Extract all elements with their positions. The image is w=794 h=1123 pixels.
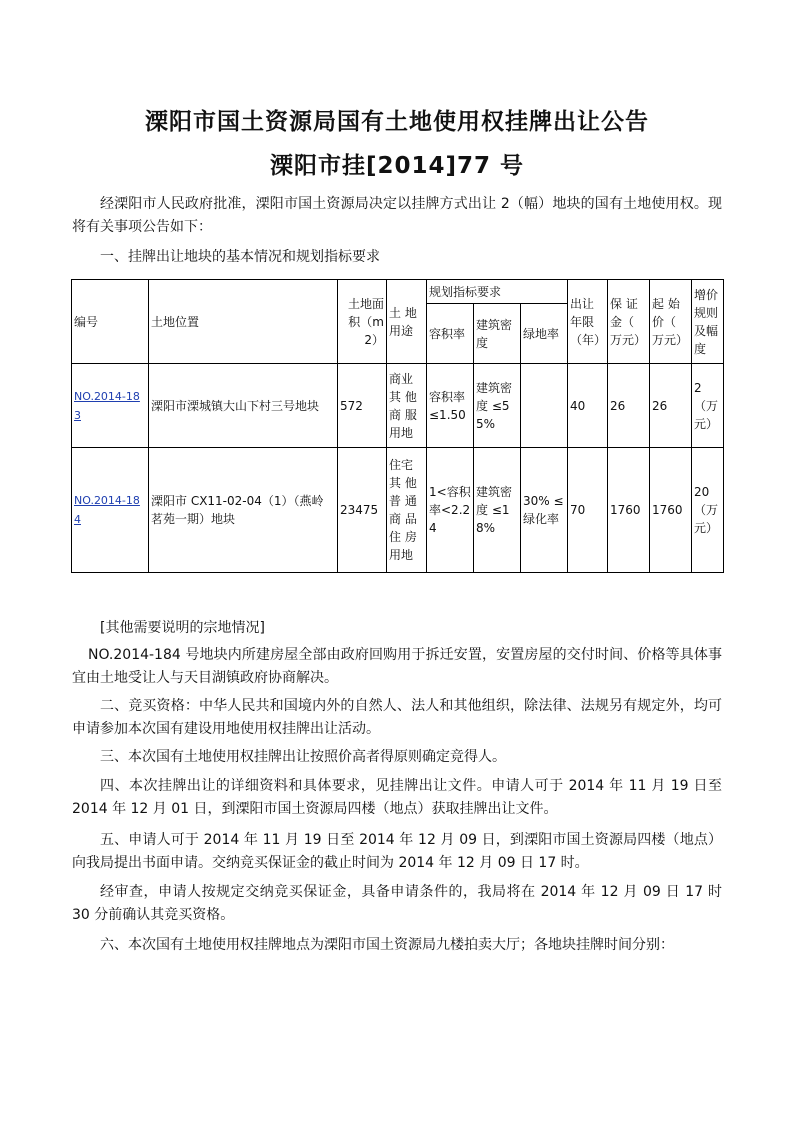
row-far: 容积率≤1.50 — [427, 364, 474, 448]
parcel-link[interactable]: NO.2014-183 — [74, 389, 140, 422]
row-density: 建筑密度 ≤18% — [474, 448, 521, 573]
table-row — [72, 448, 724, 573]
section-4-paragraph: 四、本次挂牌出让的详细资料和具体要求，见挂牌出让文件。申请人可于 2014 年 11 月 19 日至 2014 年 12 月 01 日，到溧阳市国土资源局四楼（地点）获取挂牌出让文件。 — [72, 778, 722, 817]
header-density: 建筑密度 — [474, 304, 521, 364]
document-number: 溧阳市挂[2014]77 号 — [269, 153, 525, 179]
row-area: 23475 — [338, 448, 387, 573]
section-2-paragraph: 二、竞买资格：中华人民共和国境内外的自然人、法人和其他组织，除法律、法规另有规定外，均可申请参加本次国有建设用地使用权挂牌出让活动。 — [72, 698, 722, 737]
row-density: 建筑密度 ≤55% — [474, 364, 521, 448]
intro-paragraph: 经溧阳市人民政府批准，溧阳市国土资源局决定以挂牌方式出让 2（幅）地块的国有土地使用权。现将有关事项公告如下： — [72, 196, 722, 235]
row-term: 40 — [568, 364, 608, 448]
row-area: 572 — [338, 364, 387, 448]
row-term: 70 — [568, 448, 608, 573]
row-use: 住宅 其 他普 通商 品住 房用地 — [387, 448, 427, 573]
row-start-price: 1760 — [650, 448, 692, 573]
qualification-paragraph: 经审查，申请人按规定交纳竞买保证金，具备申请条件的，我局将在 2014 年 12 月 09 日 17 时 30 分前确认其竞买资格。 — [72, 884, 722, 923]
header-increment: 增价规则及幅度 — [692, 280, 724, 364]
row-deposit: 26 — [608, 364, 650, 448]
header-id: 编号 — [72, 280, 149, 364]
row-far: 1<容积率<2.24 — [427, 448, 474, 573]
header-far: 容积率 — [427, 304, 474, 364]
table-row — [72, 364, 724, 448]
row-use: 商业 其 他商 服用地 — [387, 364, 427, 448]
row-id-cell — [72, 364, 149, 448]
section-3-paragraph: 三、本次国有土地使用权挂牌出让按照价高者得原则确定竞得人。 — [100, 749, 506, 765]
header-deposit: 保 证金（ 万元） — [608, 280, 650, 364]
header-planning: 规划指标要求 — [427, 280, 568, 304]
row-location: 溧阳市 CX11-02-04（1）（燕岭茗苑一期）地块 — [149, 448, 338, 573]
other-notes-text: NO.2014-184 号地块内所建房屋全部由政府回购用于拆迁安置，安置房屋的交付时间、价格等具体事宜由土地受让人与天目湖镇政府协商解决。 — [72, 647, 722, 686]
table-header-row — [72, 280, 724, 304]
row-location: 溧阳市溧城镇大山下村三号地块 — [149, 364, 338, 448]
header-start-price: 起 始价（ 万元） — [650, 280, 692, 364]
row-increment: 2 （万元） — [692, 364, 724, 448]
row-green — [521, 364, 568, 448]
document-title: 溧阳市国土资源局国有土地使用权挂牌出让公告 — [145, 109, 649, 135]
row-increment: 20 （万元） — [692, 448, 724, 573]
row-start-price: 26 — [650, 364, 692, 448]
row-id-cell — [72, 448, 149, 573]
section-1-heading: 一、挂牌出让地块的基本情况和规划指标要求 — [100, 249, 380, 265]
section-5-paragraph: 五、申请人可于 2014 年 11 月 19 日至 2014 年 12 月 09 日，到溧阳市国土资源局四楼（地点）向我局提出书面申请。交纳竞买保证金的截止时间为 2014 年 12 月 09 日 17 时。 — [72, 832, 722, 871]
section-6-paragraph: 六、本次国有土地使用权挂牌地点为溧阳市国土资源局九楼拍卖大厅；各地块挂牌时间分别： — [100, 937, 674, 953]
other-notes-heading: [其他需要说明的宗地情况] — [100, 620, 265, 636]
header-green: 绿地率 — [521, 304, 568, 364]
row-green: 30% ≤绿化率 — [521, 448, 568, 573]
parcel-link[interactable]: NO.2014-184 — [74, 494, 140, 526]
header-use: 土 地用途 — [387, 280, 427, 364]
header-term: 出让年限（年） — [568, 280, 608, 364]
header-area: 土地面积（m2） — [338, 280, 387, 364]
header-location: 土地位置 — [149, 280, 338, 364]
land-parcel-table — [71, 279, 724, 573]
row-deposit: 1760 — [608, 448, 650, 573]
